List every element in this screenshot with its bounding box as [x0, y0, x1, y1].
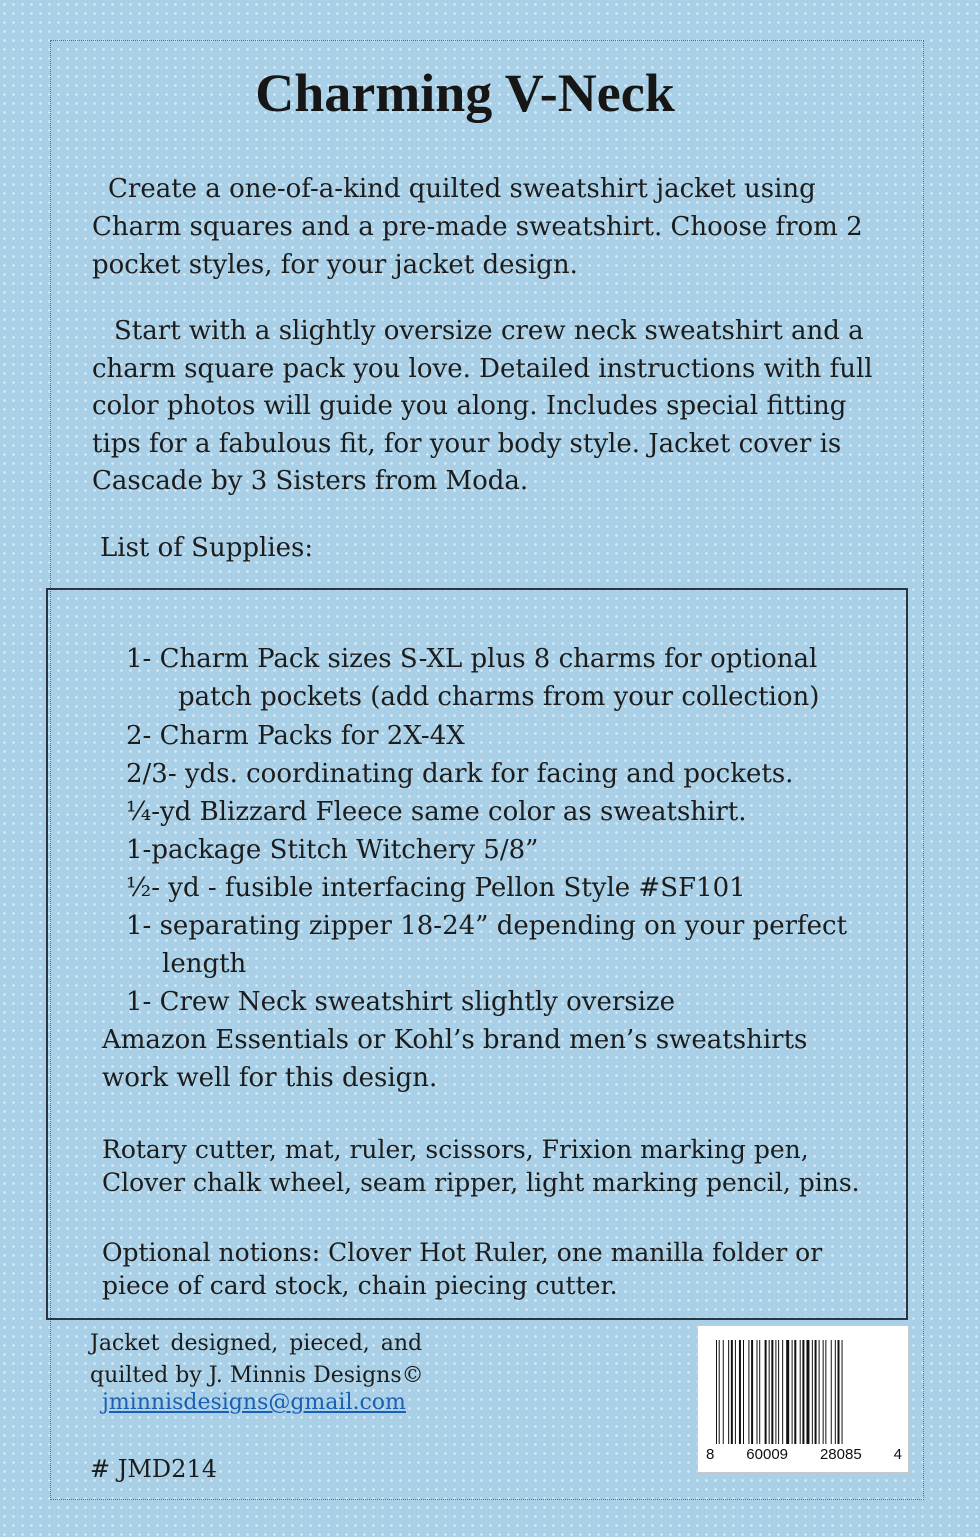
supply-item: 1- Charm Pack sizes S-XL plus 8 charms for optional	[126, 644, 818, 674]
barcode-bar	[757, 1340, 758, 1444]
barcode-bar	[815, 1340, 817, 1444]
barcode	[697, 1325, 909, 1473]
supply-item: 1- separating zipper 18-24” depending on your perfect	[126, 911, 848, 941]
barcode-number	[706, 1446, 902, 1463]
supply-item: 1-package Stitch Witchery 5/8”	[126, 835, 539, 865]
barcode-bar	[716, 1340, 717, 1444]
barcode-digit: 60009	[746, 1446, 789, 1463]
barcode-bar	[739, 1340, 741, 1444]
supply-item: length	[162, 949, 247, 979]
barcode-bar	[748, 1340, 749, 1444]
page-title: Charming V-Neck	[255, 63, 675, 123]
supply-item: 1- Crew Neck sweatshirt slightly oversize	[126, 987, 675, 1017]
barcode-bar	[769, 1340, 770, 1444]
barcode-bar	[806, 1340, 809, 1444]
barcode-bar	[765, 1340, 767, 1444]
sweatshirt-note-line: work well for this design.	[102, 1063, 438, 1093]
barcode-bar	[759, 1340, 760, 1444]
barcode-digit: 8	[706, 1446, 715, 1463]
barcode-bar	[812, 1340, 813, 1444]
tools-line: Clover chalk wheel, seam ripper, light marking pencil, pins.	[102, 1168, 860, 1197]
barcode-bar	[842, 1340, 843, 1444]
optional-notions-line: piece of card stock, chain piecing cutter.	[102, 1271, 618, 1300]
optional-notions-line: Optional notions: Clover Hot Ruler, one manilla folder or	[102, 1238, 823, 1267]
barcode-bar	[775, 1340, 776, 1444]
tools-line: Rotary cutter, mat, ruler, scissors, Frixion marking pen,	[102, 1135, 809, 1164]
barcode-bar	[838, 1340, 840, 1444]
barcode-bar	[751, 1340, 753, 1444]
barcode-bar	[778, 1340, 779, 1444]
barcode-bar	[731, 1340, 733, 1444]
pattern-number: # JMD214	[90, 1455, 217, 1483]
barcode-bar	[823, 1340, 824, 1444]
supply-item: ¼-yd Blizzard Fleece same color as sweatshirt.	[126, 797, 747, 827]
supply-item: 2- Charm Packs for 2X-4X	[126, 721, 465, 751]
barcode-bar	[802, 1340, 804, 1444]
barcode-bar	[719, 1340, 720, 1444]
barcode-bar	[786, 1340, 789, 1444]
barcode-bar	[792, 1340, 793, 1444]
barcode-bar	[728, 1340, 729, 1444]
barcode-bar	[743, 1340, 744, 1444]
barcode-bar	[723, 1340, 724, 1444]
intro-paragraph: Create a one-of-a-kind quilted sweatshirt jacket using Charm squares and a pre-made sweatshirt. Choose from 2 pocket styles, for your jacket design.	[92, 174, 863, 280]
barcode-bar	[735, 1340, 736, 1444]
supply-item: patch pockets (add charms from your collection)	[178, 682, 820, 712]
barcode-digit: 4	[893, 1446, 902, 1463]
description-paragraph: Start with a slightly oversize crew neck sweatshirt and a charm square pack you love. Detailed instructions with full color photos will guide you along. Includes special fitting tips for a fabulous fit, for your body style. Jacket cover is Cascade by 3 Sisters from Moda.	[92, 316, 873, 496]
barcode-bar	[794, 1340, 796, 1444]
barcode-bar	[771, 1340, 773, 1444]
credit-line: quilted by J. Minnis Designs©	[90, 1363, 424, 1388]
sweatshirt-note-line: Amazon Essentials or Kohl’s brand men’s sweatshirts	[102, 1025, 808, 1055]
barcode-bar	[819, 1340, 820, 1444]
barcode-bar	[825, 1340, 826, 1444]
supply-item: ½- yd - fusible interfacing Pellon Style #SF101	[126, 873, 746, 903]
barcode-bar	[800, 1340, 801, 1444]
supply-item: 2/3- yds. coordinating dark for facing and pockets.	[126, 759, 794, 789]
barcode-bar	[782, 1340, 783, 1444]
supplies-heading: List of Supplies:	[100, 533, 314, 563]
barcode-bar	[831, 1340, 832, 1444]
email-link[interactable]: jminnisdesigns@gmail.com	[102, 1390, 406, 1415]
barcode-bars	[716, 1340, 892, 1444]
barcode-bar	[835, 1340, 836, 1444]
barcode-digit: 28085	[819, 1446, 862, 1463]
credit-line: Jacket designed, pieced, and	[90, 1331, 423, 1356]
